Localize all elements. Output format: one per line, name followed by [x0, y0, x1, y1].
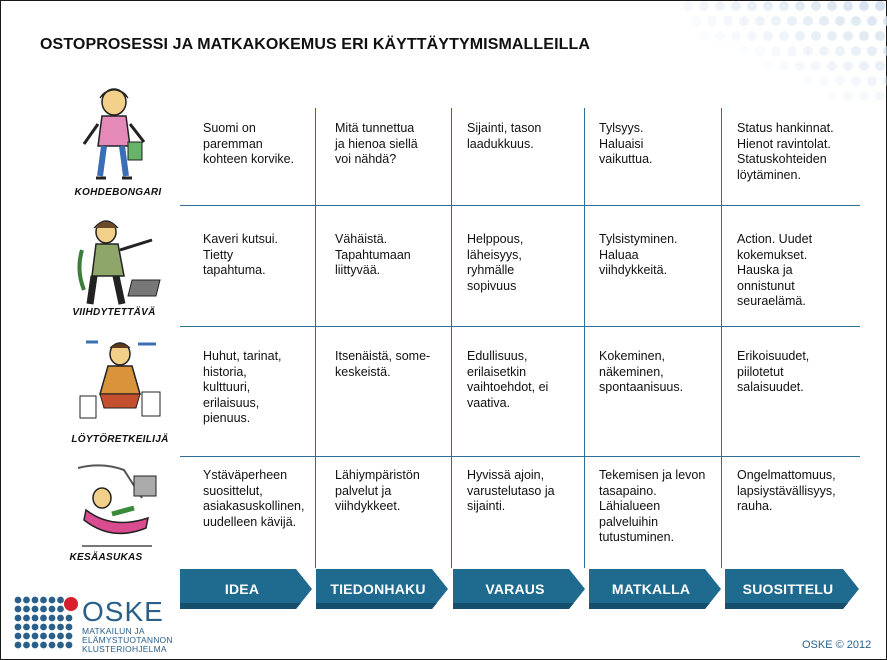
step-label-tiedonhaku: TIEDONHAKU — [330, 581, 426, 597]
decorative-dot — [803, 46, 813, 56]
decorative-dot — [747, 31, 757, 41]
row-divider — [180, 456, 860, 457]
logo-dot — [66, 615, 73, 622]
decorative-dot — [835, 46, 845, 56]
logo-dot — [49, 597, 56, 604]
decorative-dot — [827, 61, 837, 71]
decorative-dot — [763, 61, 773, 71]
step-suosittelu — [725, 569, 861, 609]
step-label-matkalla: MATKALLA — [611, 581, 691, 597]
logo-dot — [57, 642, 64, 649]
decorative-dot — [859, 91, 869, 101]
decorative-dot — [731, 1, 741, 11]
logo-name: OSKE — [82, 596, 164, 627]
decorative-dot-pattern — [680, 0, 887, 110]
decorative-dot — [715, 1, 725, 11]
decorative-dot — [827, 91, 837, 101]
logo-dot — [49, 624, 56, 631]
decorative-dot — [683, 1, 693, 11]
cell-loytoretkeilija-tiedonhaku: Itsenäistä, some- keskeistä. — [335, 349, 431, 379]
logo-dot — [57, 633, 64, 640]
logo-dot — [57, 606, 64, 613]
logo-subtitle-line: ELÄMYSTUOTANNON — [82, 635, 173, 645]
decorative-dot — [763, 31, 773, 41]
decorative-dot — [883, 16, 887, 26]
decorative-dot — [867, 46, 877, 56]
logo-dot — [49, 633, 56, 640]
cell-viihdytettava-idea: Kaveri kutsui. Tietty tapahtuma. — [203, 232, 279, 277]
decorative-dot — [859, 1, 869, 11]
logo-dot — [23, 606, 30, 613]
cell-viihdytettava-matkalla: Tylsistyminen. Haluaa viihdykkeitä. — [599, 232, 678, 277]
step-label-suosittelu: SUOSITTELU — [742, 581, 834, 597]
decorative-dot — [827, 31, 837, 41]
loytoretkeilija-illustration — [76, 334, 164, 426]
cell-kohdebongari-varaus: Sijainti, tason laadukkuus. — [467, 121, 542, 151]
logo-dot — [32, 615, 39, 622]
decorative-dot — [835, 16, 845, 26]
cell-kesaasukas-tiedonhaku: Lähiympäristön palvelut ja viihdykkeet. — [335, 468, 420, 513]
decorative-dot — [819, 76, 829, 86]
logo-dot — [15, 606, 22, 613]
step-label-varaus: VARAUS — [485, 581, 545, 597]
logo-dot — [23, 615, 30, 622]
decorative-dot — [771, 16, 781, 26]
cell-kesaasukas-matkalla: Tekemisen ja levon tasapaino. Lähialueen palveluihin tutustuminen. — [599, 468, 706, 544]
decorative-dot — [755, 46, 765, 56]
logo-dot — [66, 633, 73, 640]
persona-label-loytoretkeilija: LÖYTÖRETKEILIJÄ — [71, 434, 169, 445]
logo-dot — [57, 615, 64, 622]
decorative-dot — [875, 31, 885, 41]
column-divider — [315, 108, 316, 568]
decorative-dot — [795, 31, 805, 41]
decorative-dot — [803, 76, 813, 86]
logo-dot — [15, 597, 22, 604]
decorative-dot — [851, 46, 861, 56]
persona-label-kesaasukas: KESÄASUKAS — [69, 552, 143, 563]
logo-dot — [15, 633, 22, 640]
row-divider — [180, 326, 860, 327]
decorative-dot — [763, 1, 773, 11]
cell-viihdytettava-tiedonhaku: Vähäistä. Tapahtumaan liittyvää. — [335, 232, 411, 277]
logo-dot — [40, 642, 47, 649]
logo-dot — [40, 597, 47, 604]
decorative-dot — [811, 1, 821, 11]
persona-label-kohdebongari: KOHDEBONGARI — [74, 187, 162, 198]
step-matkalla — [589, 569, 723, 609]
decorative-dot — [707, 16, 717, 26]
kesaasukas-illustration — [72, 458, 162, 550]
step-idea — [180, 569, 314, 609]
decorative-dot — [811, 31, 821, 41]
decorative-dot — [787, 16, 797, 26]
viihdytettava-illustration — [72, 210, 164, 310]
decorative-dot — [755, 16, 765, 26]
decorative-dot — [843, 31, 853, 41]
cell-loytoretkeilija-idea: Huhut, tarinat, historia, kulttuuri, erilaisuus, pienuus. — [203, 349, 282, 425]
logo-dot — [49, 642, 56, 649]
decorative-dot — [875, 91, 885, 101]
decorative-dot — [747, 1, 757, 11]
column-divider — [451, 108, 452, 568]
logo-dot — [32, 642, 39, 649]
kohdebongari-illustration — [78, 84, 150, 184]
step-label-idea: IDEA — [224, 581, 260, 597]
decorative-dot — [811, 61, 821, 71]
logo-dot — [32, 597, 39, 604]
decorative-dot — [779, 1, 789, 11]
cell-loytoretkeilija-varaus: Edullisuus, erilaisetkin vaihtoehdot, ei vaativa. — [467, 349, 549, 410]
decorative-dot — [835, 76, 845, 86]
cell-loytoretkeilija-matkalla: Kokeminen, näkeminen, spontaanisuus. — [599, 349, 684, 394]
decorative-dot — [859, 31, 869, 41]
cell-kohdebongari-idea: Suomi on paremman kohteen korvike. — [203, 121, 295, 166]
column-divider — [721, 108, 722, 568]
decorative-dot — [851, 76, 861, 86]
cell-kohdebongari-suosittelu: Status hankinnat. Hienot ravintolat. Statuskohteiden löytäminen. — [737, 121, 834, 182]
decorative-dot — [739, 16, 749, 26]
logo-dot — [32, 606, 39, 613]
logo-dot — [40, 633, 47, 640]
decorative-dot — [819, 16, 829, 26]
decorative-dot — [779, 31, 789, 41]
logo-dot — [23, 642, 30, 649]
decorative-dot — [691, 16, 701, 26]
logo-subtitle-line: MATKAILUN JA — [82, 626, 145, 636]
decorative-dot — [803, 16, 813, 26]
decorative-dot — [731, 31, 741, 41]
decorative-dot — [779, 61, 789, 71]
decorative-dot — [851, 16, 861, 26]
cell-loytoretkeilija-suosittelu: Erikoisuudet, piilotetut salaisuudet. — [737, 349, 810, 394]
decorative-dot — [723, 16, 733, 26]
logo-dot — [57, 597, 64, 604]
logo-dot — [32, 633, 39, 640]
row-divider — [180, 205, 860, 206]
logo-dot — [23, 624, 30, 631]
decorative-dot — [787, 46, 797, 56]
logo-dot — [49, 615, 56, 622]
cell-kohdebongari-tiedonhaku: Mitä tunnettua ja hienoa siellä voi nähdä? — [335, 121, 418, 166]
cell-kesaasukas-varaus: Hyvissä ajoin, varustelutaso ja sijainti. — [467, 468, 555, 513]
oske-logo-dots — [14, 596, 78, 650]
logo-dot — [32, 624, 39, 631]
logo-dot — [23, 633, 30, 640]
decorative-dot — [843, 61, 853, 71]
persona-label-viihdytettava: VIIHDYTETTÄVÄ — [72, 307, 156, 318]
slide-title: OSTOPROSESSI JA MATKAKOKEMUS ERI KÄYTTÄYTYMISMALLEILLA — [40, 36, 591, 53]
decorative-dot — [739, 46, 749, 56]
logo-dot — [15, 642, 22, 649]
decorative-dot — [699, 1, 709, 11]
step-tiedonhaku — [316, 569, 450, 609]
logo-dot — [66, 624, 73, 631]
logo-dot — [40, 615, 47, 622]
logo-dot — [15, 624, 22, 631]
logo-subtitle — [82, 627, 173, 654]
cell-kesaasukas-idea: Ystäväperheen suosittelut, asiakasuskollinen, uudelleen kävijä. — [203, 468, 305, 529]
cell-kesaasukas-suosittelu: Ongelmattomuus, lapsiystävällisyys, rauha. — [737, 468, 836, 513]
logo-dot — [40, 606, 47, 613]
cell-viihdytettava-varaus: Helppous, läheisyys, ryhmälle sopivuus — [467, 232, 524, 293]
logo-dot — [40, 624, 47, 631]
logo-dot — [23, 597, 30, 604]
logo-dot — [15, 615, 22, 622]
decorative-dot — [843, 1, 853, 11]
decorative-dot — [883, 76, 887, 86]
decorative-dot — [827, 1, 837, 11]
decorative-dot — [819, 46, 829, 56]
decorative-dot — [875, 1, 885, 11]
decorative-dot — [875, 61, 885, 71]
decorative-dot — [843, 91, 853, 101]
copyright: OSKE © 2012 — [802, 639, 872, 651]
logo-subtitle-line: KLUSTERIOHJELMA — [82, 644, 167, 654]
cell-viihdytettava-suosittelu: Action. Uudet kokemukset. Hauska ja onnistunut seuraelämä. — [737, 232, 813, 308]
decorative-dot — [867, 76, 877, 86]
logo-red-dot — [64, 597, 78, 611]
decorative-dot — [867, 16, 877, 26]
decorative-dot — [795, 1, 805, 11]
logo-dot — [57, 624, 64, 631]
logo-dot — [66, 642, 73, 649]
logo-dot — [49, 606, 56, 613]
decorative-dot — [699, 31, 709, 41]
column-divider — [584, 108, 585, 568]
decorative-dot — [795, 61, 805, 71]
cell-kohdebongari-matkalla: Tylsyys. Haluaisi vaikuttua. — [599, 121, 653, 166]
decorative-dot — [771, 46, 781, 56]
decorative-dot — [859, 61, 869, 71]
decorative-dot — [715, 31, 725, 41]
step-varaus — [453, 569, 587, 609]
decorative-dot — [883, 46, 887, 56]
